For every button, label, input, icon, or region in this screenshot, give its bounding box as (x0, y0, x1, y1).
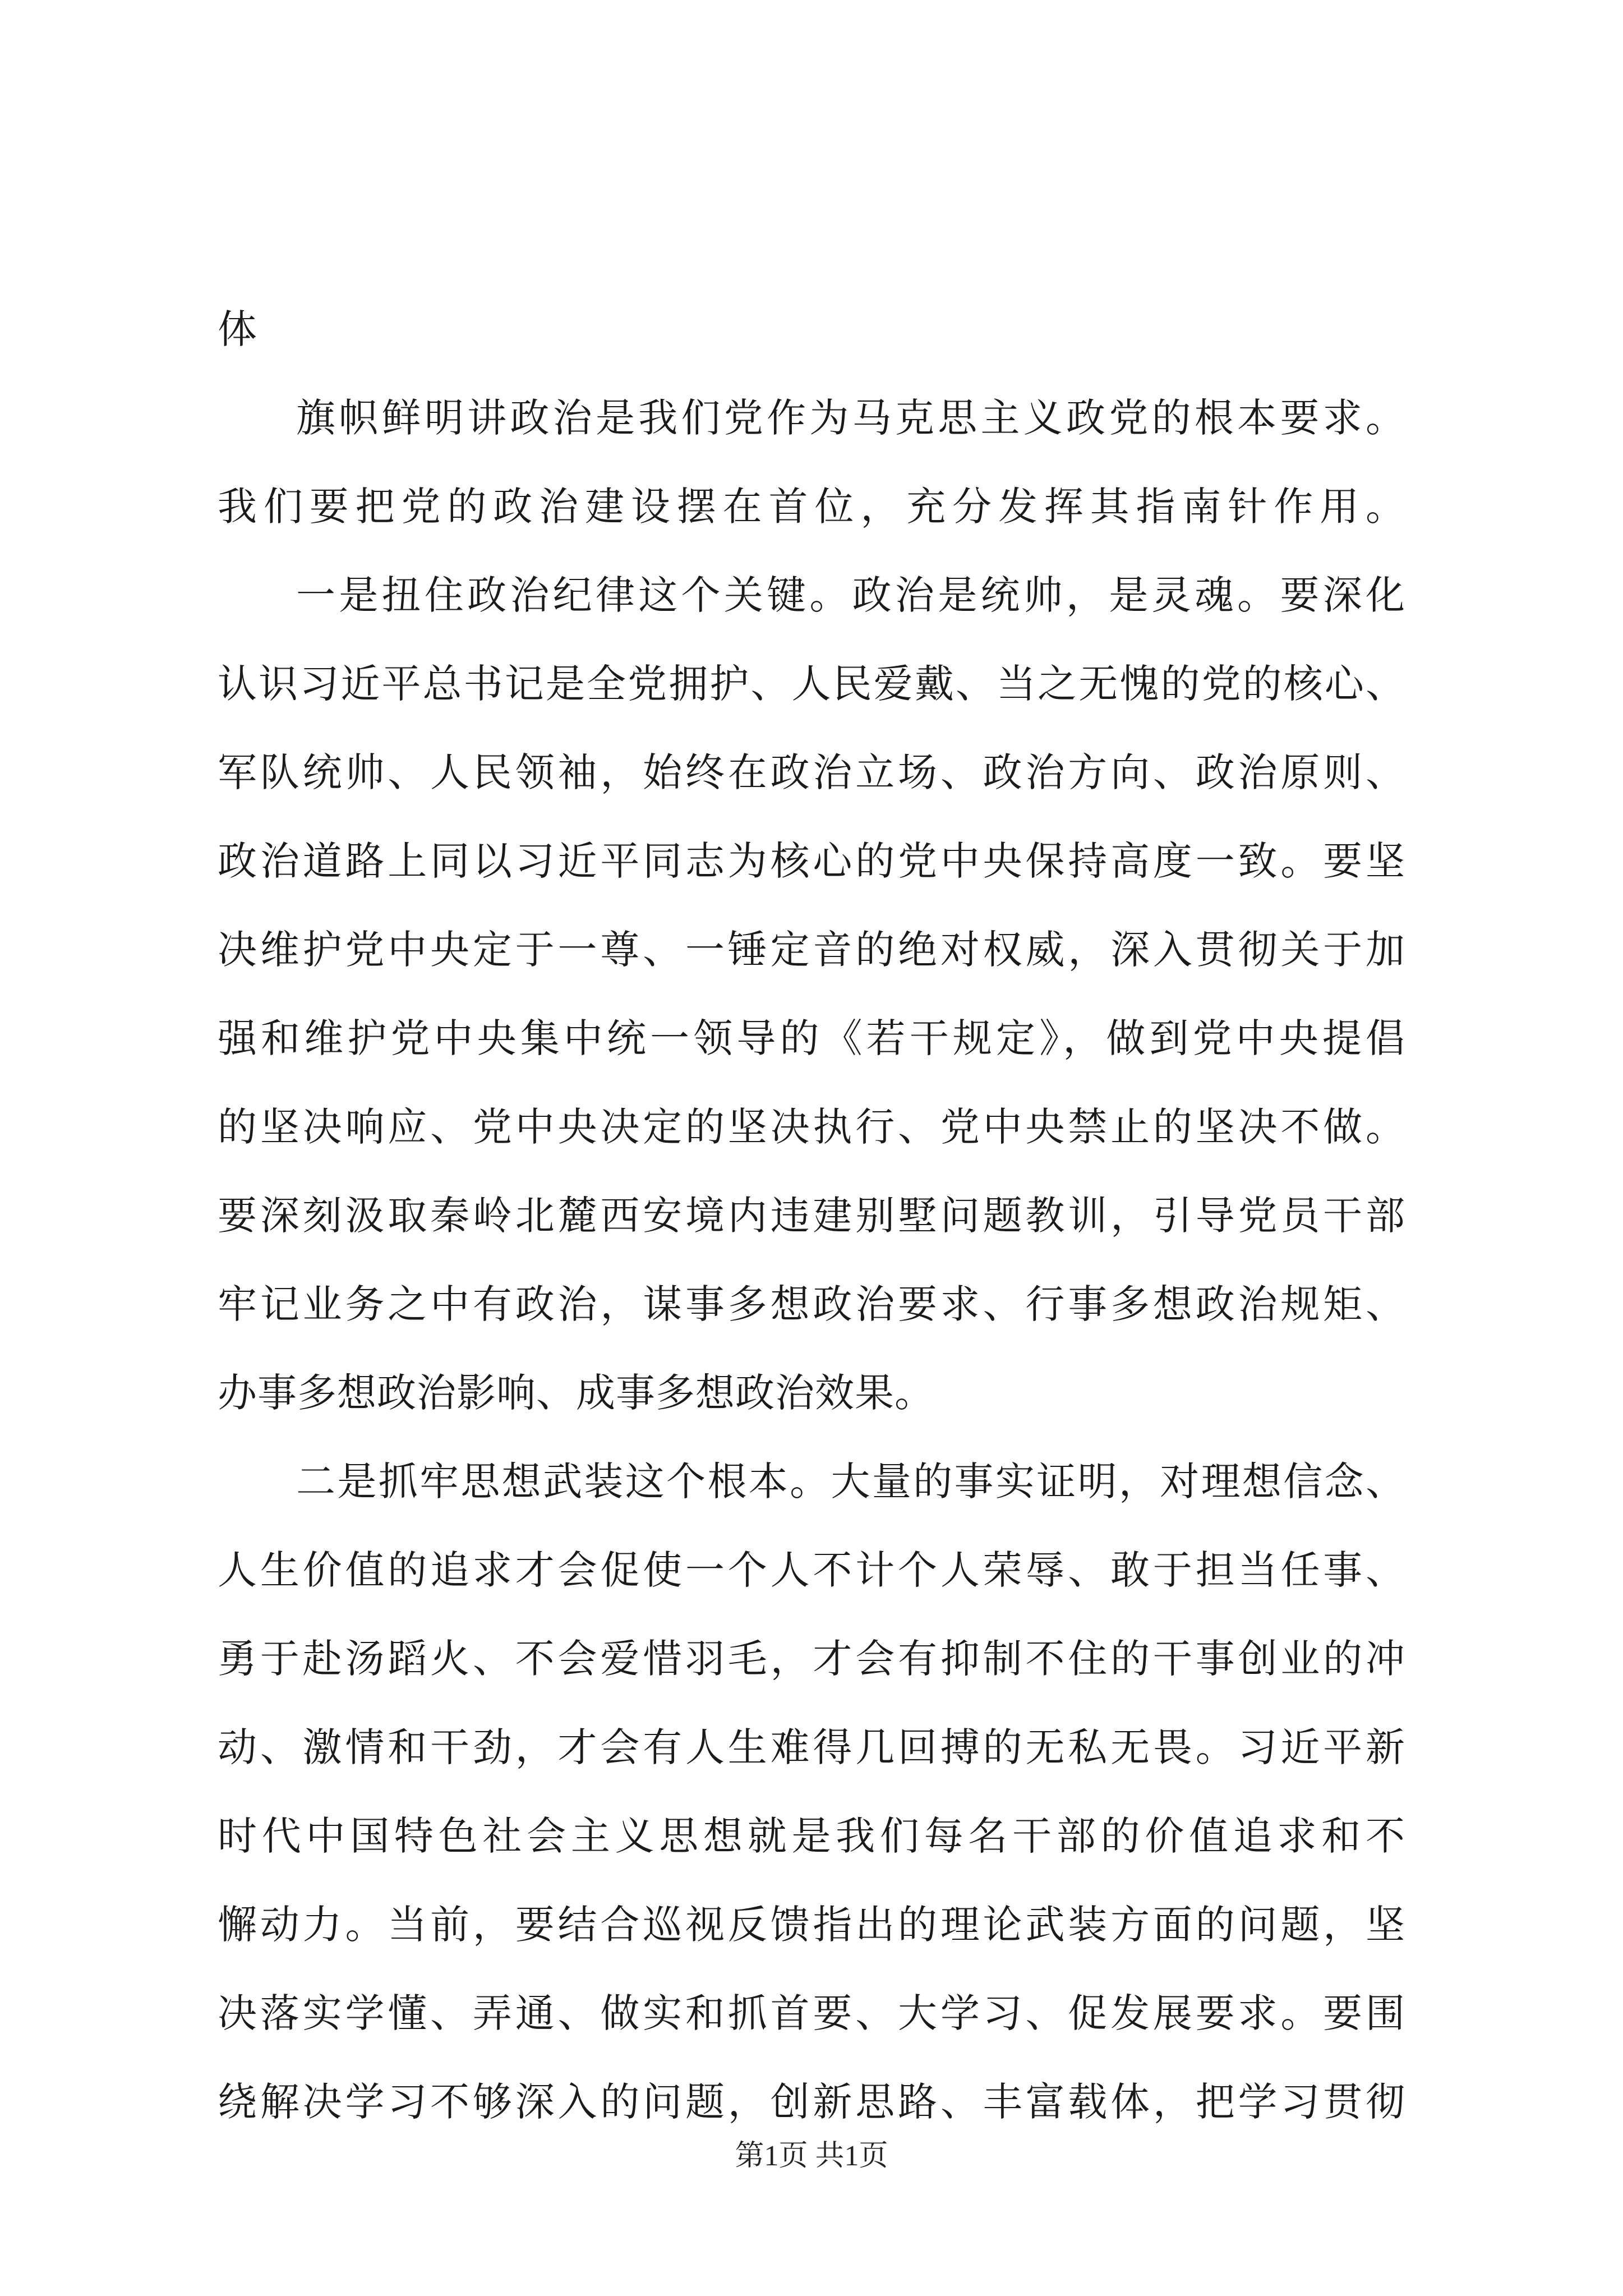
text-line-6: 军队统帅、人民领袖，始终在政治立场、政治方向、政治原则、 (218, 749, 1405, 795)
text-line-2: 旗帜鲜明讲政治是我们党作为马克思主义政党的根本要求。 (296, 395, 1405, 441)
page-footer: 第1页 共1页 (735, 2140, 888, 2172)
text-line-13: 办事多想政治影响、成事多想政治效果。 (218, 1370, 934, 1416)
text-line-14: 二是抓牢思想武装这个根本。大量的事实证明，对理想信念、 (296, 1458, 1405, 1504)
text-line-12: 牢记业务之中有政治，谋事多想政治要求、行事多想政治规矩、 (218, 1281, 1405, 1327)
text-line-3: 我们要把党的政治建设摆在首位，充分发挥其指南针作用。 (218, 484, 1405, 530)
text-line-11: 要深刻汲取秦岭北麓西安境内违建别墅问题教训，引导党员干部 (218, 1193, 1405, 1239)
text-line-10: 的坚决响应、党中央决定的坚决执行、党中央禁止的坚决不做。 (218, 1104, 1405, 1150)
text-line-1: 体 (218, 306, 257, 352)
text-line-21: 绕解决学习不够深入的问题，创新思路、丰富载体，把学习贯彻 (218, 2079, 1405, 2125)
text-line-8: 决维护党中央定于一尊、一锤定音的绝对权威，深入贯彻关于加 (218, 927, 1405, 973)
text-line-15: 人生价值的追求才会促使一个人不计个人荣辱、敢于担当任事、 (218, 1547, 1405, 1593)
text-line-9: 强和维护党中央集中统一领导的《若干规定》，做到党中央提倡 (218, 1015, 1405, 1061)
text-line-17: 动、激情和干劲，才会有人生难得几回搏的无私无畏。习近平新 (218, 1724, 1405, 1770)
text-line-19: 懈动力。当前，要结合巡视反馈指出的理论武装方面的问题，坚 (218, 1902, 1405, 1948)
text-line-4: 一是扭住政治纪律这个关键。政治是统帅，是灵魂。要深化 (296, 572, 1405, 618)
text-line-18: 时代中国特色社会主义思想就是我们每名干部的价值追求和不 (218, 1813, 1405, 1859)
text-line-16: 勇于赴汤蹈火、不会爱惜羽毛，才会有抑制不住的干事创业的冲 (218, 1636, 1405, 1682)
text-line-7: 政治道路上同以习近平同志为核心的党中央保持高度一致。要坚 (218, 838, 1405, 884)
text-line-20: 决落实学懂、弄通、做实和抓首要、大学习、促发展要求。要围 (218, 1990, 1405, 2036)
text-line-5: 认识习近平总书记是全党拥护、人民爱戴、当之无愧的党的核心、 (218, 661, 1405, 707)
